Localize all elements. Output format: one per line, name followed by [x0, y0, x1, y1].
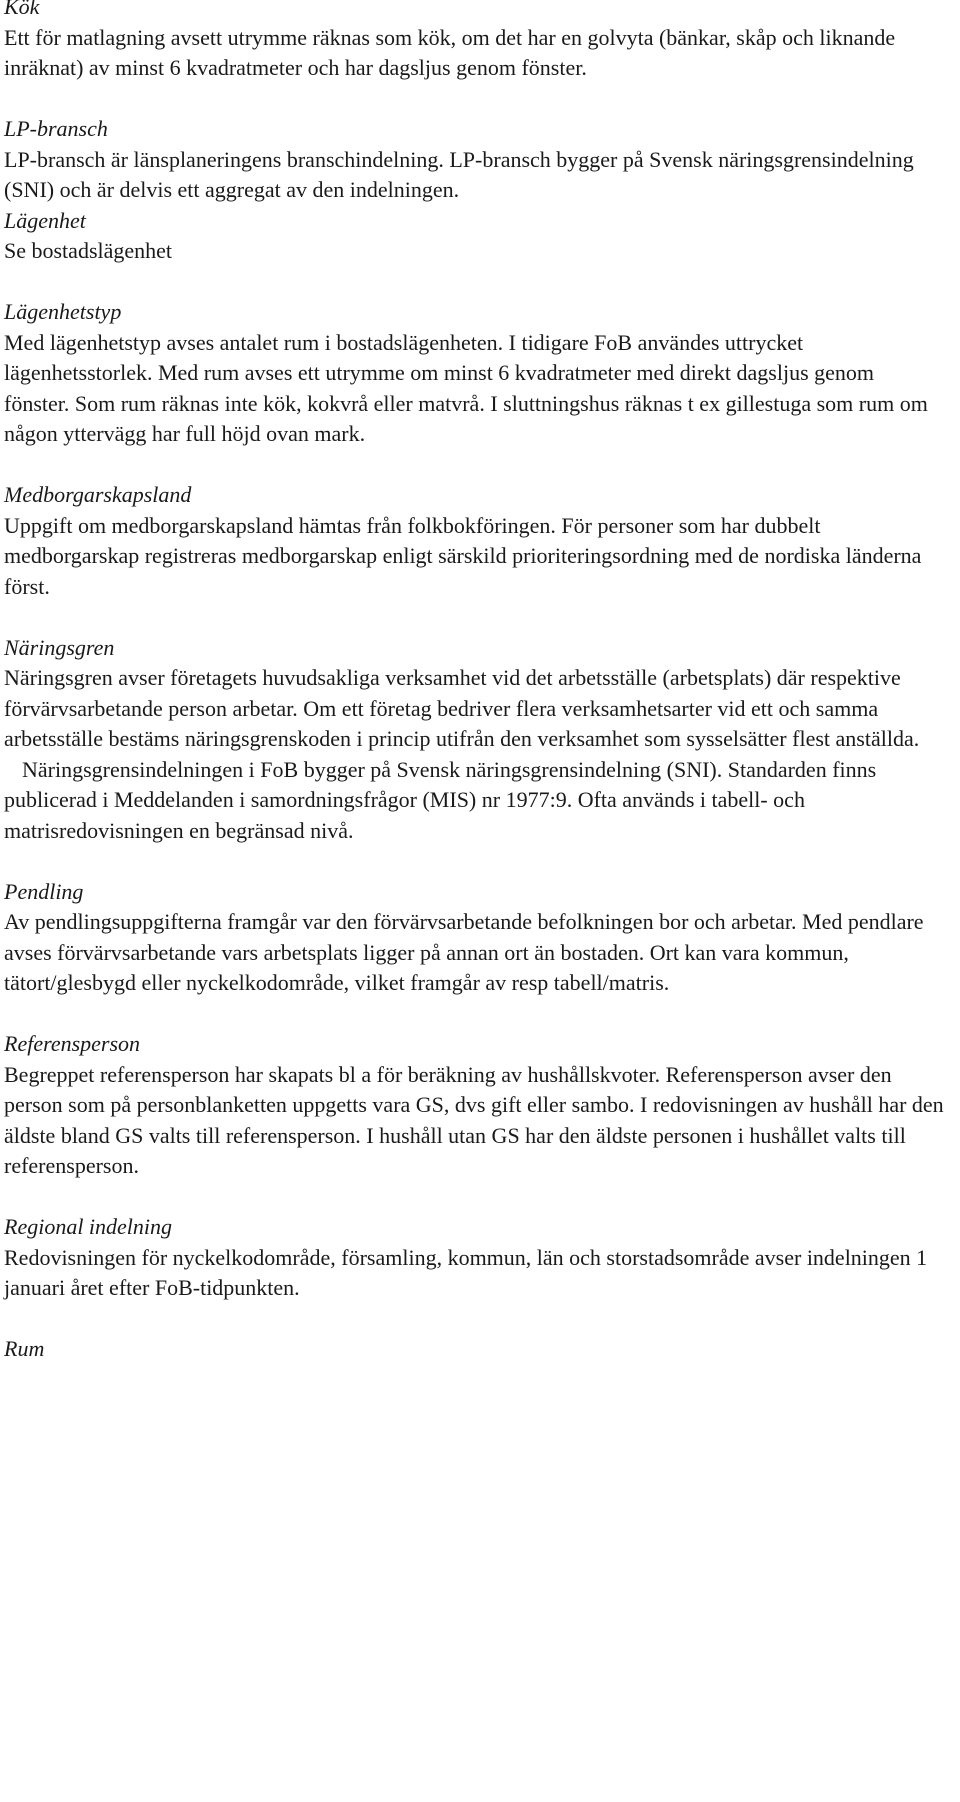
term-heading: Pendling: [4, 878, 84, 904]
entry-referensperson: [4, 1029, 944, 1182]
entry-medborgarskapsland: [4, 480, 944, 602]
entry-regional-indelning: [4, 1212, 944, 1304]
definition-paragraph: Ett för matlagning avsett utrymme räknas som kök, om det har en golvyta (bänkar, skåp och liknande inräknat) av minst 6 kvadratmeter och har dagsljus genom fönster.: [4, 24, 896, 80]
spacer: [4, 267, 944, 298]
term-heading: Lägenhet: [4, 207, 86, 233]
entry-lagenhet: [4, 206, 944, 267]
definition-paragraph: Redovisningen för nyckelkodområde, församling, kommun, län och storstadsområde avser indelningen 1 januari året efter FoB-tidpunkten.: [4, 1244, 928, 1300]
term-heading: Regional indelning: [4, 1214, 173, 1239]
entry-naringsgren: [4, 633, 944, 847]
spacer: [4, 450, 944, 481]
entry-kok: [4, 0, 944, 84]
definition-paragraph: Med lägenhetstyp avses antalet rum i bostadslägenheten. I tidigare FoB användes uttrycket lägenhetsstorlek. Med rum avses ett utrymme om minst 6 kvadratmeter med direkt dagsljus genom fönster. Som rum räknas inte kök, kokvrå eller matvrå. I sluttningshus räknas t ex gillestuga som rum om någon yttervägg har full höjd ovan mark.: [4, 329, 928, 446]
spacer: [4, 602, 944, 633]
entry-rum: [4, 1334, 944, 1365]
term-heading: Rum: [4, 1336, 45, 1361]
definition-paragraph: Begreppet referensperson har skapats bl a för beräkning av hushållskvoter. Referensperson avser den person som på personblanketten uppgetts vara GS, dvs gift eller sambo. I redovisningen av hushåll har den äldste bland GS valts till referensperson. I hushåll utan GS har den äldste personen i hushållet valts till referensperson.: [4, 1061, 944, 1178]
entry-lp-bransch: [4, 114, 944, 206]
entry-lagenhetstyp: [4, 297, 944, 450]
term-heading: Medborgarskapsland: [4, 482, 192, 507]
definition-paragraph: LP-bransch är länsplaneringens branschindelning. LP-bransch bygger på Svensk näringsgrensindelning (SNI) och är delvis ett aggregat av den indelningen.: [4, 146, 914, 202]
definition-paragraph: Näringsgrensindelningen i FoB bygger på Svensk näringsgrensindelning (SNI). Standarden finns publicerad i Meddelanden i samordningsfrågor (MIS) nr 1977:9. Ofta används i tabell- och matrisredovisningen en begränsad nivå.: [4, 756, 877, 843]
definition-paragraph: Näringsgren avser företagets huvudsakliga verksamhet vid det arbetsställe (arbetsplats) där respektive förvärvsarbetande person arbetar. Om ett företag bedriver flera verksamhetsarter vid ett och samma arbetsställe bestäms näringsgrenskoden i princip utifrån den verksamhet som sysselsätter flest anställda.: [4, 665, 920, 751]
definition-paragraph: Av pendlingsuppgifterna framgår var den förvärvsarbetande befolkningen bor och arbetar. Med pendlare avses förvärvsarbetande vars arbetsplats ligger på annan ort än bostaden. Ort kan vara kommun, tätort/glesbygd eller nyckelkodområde, vilket framgår av resp tabell/matris.: [4, 909, 924, 995]
spacer: [4, 846, 944, 877]
spacer: [4, 1182, 944, 1213]
spacer: [4, 999, 944, 1030]
entry-pendling: [4, 877, 944, 999]
spacer: [4, 1304, 944, 1335]
term-heading: Kök: [4, 0, 40, 19]
term-heading: Lägenhetstyp: [4, 299, 122, 324]
definition-paragraph: Se bostadslägenhet: [4, 238, 173, 263]
term-heading: LP-bransch: [4, 116, 108, 141]
spacer: [4, 84, 944, 115]
document-page: [4, 0, 944, 1365]
term-heading: Referensperson: [4, 1031, 141, 1056]
term-heading: Näringsgren: [4, 634, 115, 660]
definition-paragraph: Uppgift om medborgarskapsland hämtas från folkbokföringen. För personer som har dubbelt medborgarskap registreras medborgarskap enligt särskild prioriteringsordning med de nordiska länderna först.: [4, 512, 922, 599]
